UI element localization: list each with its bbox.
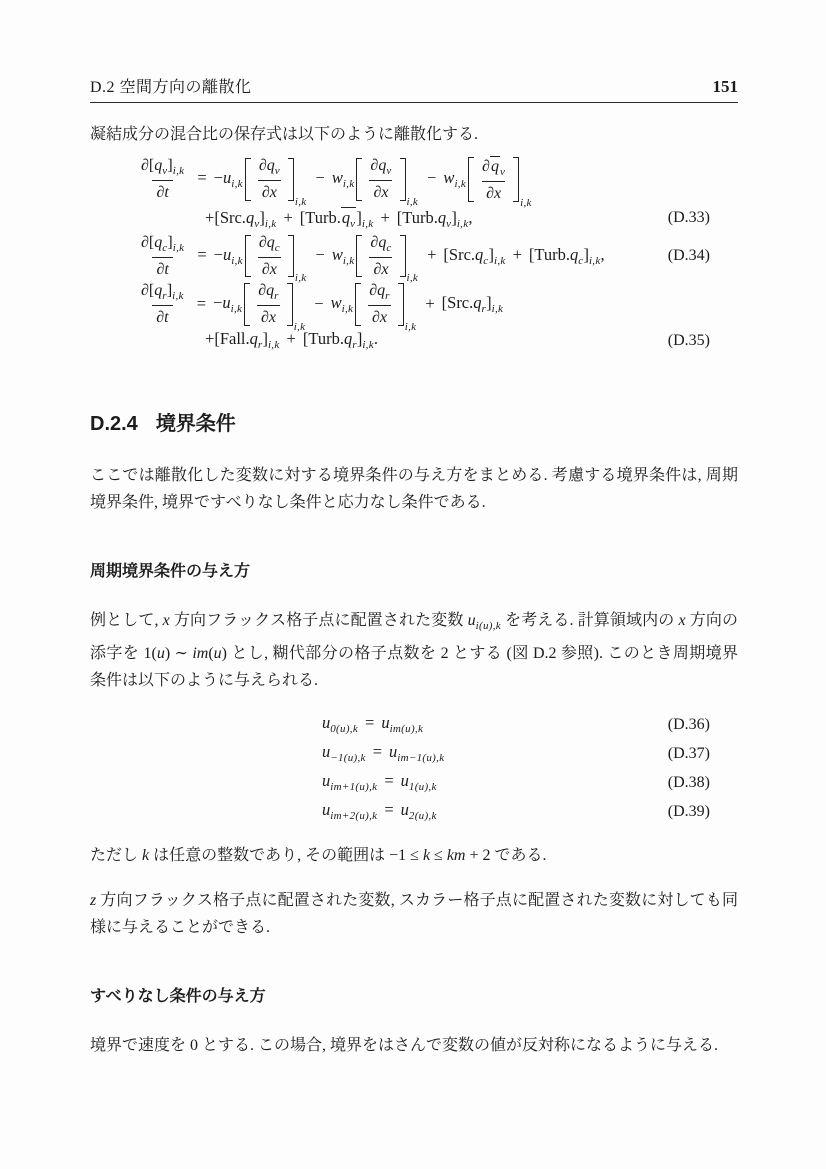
math-operator: = [384,799,394,819]
math-variable: q [245,207,255,227]
math-variable: q [249,329,258,349]
math-variable: x [381,184,389,202]
math-fraction [366,234,395,279]
math-subscript: v [499,166,506,178]
math-variable: u [389,741,398,761]
fraction-denominator [152,180,172,202]
periodic-paragraph [90,607,738,694]
math-roman: [ [443,244,449,264]
math-subscript: i,k [491,303,504,316]
math-variable: q [378,157,387,174]
boundary-paragraph: ここでは離散化した変数に対する境界条件の与え方をまとめる. 考慮する境界条件は, 周期境界条件, 境界ですべりなし条件と応力なし条件である. [90,467,738,512]
math-roman: ] [167,157,173,174]
equation-number: (D.34) [667,247,710,265]
fraction-denominator [369,180,392,202]
equation-tokens [135,233,605,285]
math-roman: [ [528,244,535,264]
math-operator: = [384,770,394,790]
fraction-numerator [255,234,284,257]
math-subscript: i,k [264,217,277,230]
bracket-content [474,156,513,203]
math-subscript: r [481,303,487,316]
equation-tokens [322,770,437,793]
math-variable: w [331,168,343,188]
math-variable: x [268,309,276,327]
math-variable: k [142,847,150,865]
math-variable: x [162,612,170,630]
math-variable: x [381,260,389,278]
math-variable: q [154,233,163,251]
math-variable: u [381,712,390,732]
math-subscript: v [274,165,280,177]
running-header [90,74,738,103]
math-subscript: 1(u),k [408,780,437,793]
equation-tokens [322,712,424,735]
math-roman: − [213,168,223,188]
right-bracket [287,283,293,326]
math-subscript: c [386,241,392,254]
math-roman: ∂ [141,157,149,174]
math-overline [490,156,500,175]
math-subscript: c [578,254,584,267]
fraction-numerator [255,157,284,180]
fraction-denominator [152,305,172,327]
math-variable: x [269,260,277,278]
math-variable: u [322,712,331,732]
math-variable: u [400,799,409,819]
math-variable: q [378,233,387,251]
noslip-paragraph: 境界で速度を 0 とする. この場合, 境界をはさんで変数の値が反対称になるように与える. [90,1037,719,1055]
math-roman: ∂ [156,260,165,278]
equation-row [90,282,738,334]
math-roman: , [600,244,605,264]
math-subscript: i,k [231,254,243,267]
math-subscript: im+1(u),k [330,780,378,793]
equation-row [90,331,738,351]
math-roman: ∂ [486,185,494,203]
math-variable: w [331,244,343,264]
math-variable: u [222,244,232,264]
equation-row [90,156,738,209]
math-operator: = [197,168,207,188]
math-variable: z [90,892,97,910]
fraction-numerator [366,157,395,180]
equation-number: (D.37) [667,744,710,762]
math-operator: = [197,244,207,264]
math-roman: ] [451,207,457,227]
math-roman: ∂ [373,260,382,278]
math-subscript: i,k [342,178,355,191]
text-run: ) とし, 糊代部分の格子点数を 2 とする (図 D.2 参照). このとき周期境界条件は以下のように与えられる. [90,645,739,690]
right-bracket [398,283,404,326]
subsection-heading-noslip: すべりなし条件の与え方 [90,988,266,1006]
math-roman: ] [166,282,173,300]
math-fraction [255,157,284,202]
math-roman: , [468,207,473,227]
math-variable: q [154,282,163,300]
math-roman: ∂ [258,282,267,300]
fraction-numerator [137,234,188,257]
math-bracket-group [244,282,306,334]
math-roman: ∂ [261,184,270,202]
section-heading [90,407,738,436]
math-fraction [137,234,188,279]
math-variable: km [446,847,466,865]
math-subscript: i,k [230,303,243,316]
math-roman: ∂ [258,233,267,251]
math-subscript: i,k [172,165,185,177]
equation-number: (D.39) [667,802,710,820]
math-operator: + [286,329,296,349]
text-run: ≤ [430,847,447,865]
bracket-content [362,157,399,202]
math-roman: Turb. [308,329,344,349]
math-variable: q [473,293,482,313]
text-run: ただし [90,847,143,865]
text-run: は任意の整数であり, その範囲は −1 ≤ [149,847,423,865]
fraction-denominator [482,181,505,203]
bracket-subscript: i,k [406,195,419,208]
math-variable: u [322,741,331,761]
math-operator: + [425,293,435,313]
bracket-content [251,157,288,202]
fraction-denominator [369,257,392,279]
fraction-numerator [366,234,395,257]
math-roman: Turb. [402,207,438,227]
right-bracket [400,158,406,201]
math-bracket-group [356,157,419,208]
math-subscript: i,k [267,339,280,352]
math-roman: [ [441,293,448,313]
math-bracket-group [245,157,307,208]
math-roman: ∂ [370,233,379,251]
math-variable: u [222,293,231,313]
math-roman: ∂ [371,309,380,327]
bracket-content [362,234,399,279]
math-roman: ∂ [156,184,165,202]
math-subscript: v [446,217,452,230]
math-roman: [ [299,207,306,227]
math-subscript: 0(u),k [330,722,359,735]
math-variable: t [164,184,169,202]
math-operator: + [380,207,390,227]
math-subscript: r [257,339,263,352]
math-variable: q [154,157,163,174]
math-variable: q [570,244,579,264]
math-operator: − [427,168,437,188]
equation-row [90,710,738,739]
bracket-subscript: i,k [406,272,419,285]
math-variable: w [443,168,455,188]
running-header-title: D.2 空間方向の離散化 [90,79,252,96]
math-variable: x [493,185,502,203]
math-subscript: c [483,254,489,267]
math-variable: q [437,207,447,227]
math-roman: [ [396,207,403,227]
math-roman: + [205,329,215,349]
math-variable: x [269,184,277,202]
math-roman: [ [214,329,220,349]
math-roman: [ [148,233,155,251]
math-variable: u [222,168,232,188]
bracket-subscript: i,k [293,321,306,334]
math-subscript: −1(u),k [330,751,366,764]
math-variable: q [490,158,499,175]
text-run: 例として, [90,612,163,630]
math-roman: ∂ [261,260,270,278]
math-roman: . [373,329,379,349]
math-roman: ∂ [260,309,269,327]
equation-number: (D.33) [667,209,710,227]
math-subscript: i,k [454,178,467,191]
math-variable: t [164,260,169,278]
bracket-subscript: i,k [294,195,307,208]
intro-paragraph: 凝結成分の混合比の保存式は以下のように離散化する. [90,126,479,143]
math-variable: u [156,645,165,663]
text-run: を考える. 計算領域内の [500,612,679,630]
fraction-numerator [254,282,283,305]
bracket-subscript: i,k [404,321,417,334]
math-bracket-group [468,156,532,209]
fraction-denominator [258,257,281,279]
math-roman: ] [488,244,494,264]
math-roman: ∂ [156,309,165,327]
math-subscript: i(u),k [475,620,501,633]
text-run: ) ∼ [164,645,193,663]
math-subscript: i,k [361,217,374,230]
fraction-denominator [152,257,172,279]
right-bracket [513,157,519,202]
math-fraction [478,156,509,203]
math-subscript: i,k [342,254,355,267]
equation-row [90,207,738,230]
fraction-denominator [258,180,281,202]
math-fraction [255,234,284,279]
math-roman: ] [262,329,268,349]
math-roman: + [205,207,215,227]
bracket-subscript: i,k [294,272,307,285]
fraction-denominator [257,305,280,327]
math-subscript: r [274,290,279,303]
math-roman: ∂ [141,233,149,251]
math-roman: [ [214,207,220,227]
math-bracket-group [355,282,417,334]
math-roman: ∂ [370,157,379,174]
math-operator: − [315,244,325,264]
page-number: 151 [712,77,738,96]
math-bracket-group [245,233,307,285]
section-title: 境界条件 [155,413,236,436]
math-subscript: i,k [588,254,601,267]
math-subscript: i,k [172,241,185,254]
equation-tokens [135,156,534,209]
bracket-subscript: i,k [520,196,532,209]
math-subscript: r [162,290,167,303]
math-operator: = [196,293,207,313]
math-roman: Src. [448,244,476,264]
k-range-paragraph [90,842,738,869]
math-subscript: i,k [341,303,354,316]
math-variable: w [330,293,342,313]
math-variable: t [164,309,169,327]
math-subscript: r [385,290,390,303]
math-operator: + [283,207,293,227]
math-subscript: im−1(u),k [397,751,445,764]
math-roman: ] [167,233,173,251]
equation-tokens [322,741,445,764]
math-roman: ] [356,207,362,227]
bracket-content [251,234,288,279]
math-fraction [365,282,394,327]
math-roman: ] [259,207,265,227]
math-roman: − [213,244,223,264]
math-fraction [137,157,188,202]
math-variable: q [377,282,386,300]
math-roman: Fall. [219,329,250,349]
math-operator: − [314,293,324,313]
equation-tokens [322,799,437,822]
math-subscript: v [386,165,392,177]
text-run: ( [208,645,214,663]
math-variable: u [400,770,409,790]
math-roman: ] [486,293,492,313]
math-roman: ] [583,244,589,264]
math-roman: ∂ [373,184,382,202]
math-subscript: v [162,165,168,177]
math-operator: − [315,168,325,188]
math-subscript: i,k [456,217,469,230]
math-roman: Turb. [534,244,571,264]
text-run: 方向フラックス格子点に配置された変数 [169,612,468,630]
math-variable: x [379,309,387,327]
math-subscript: im(u),k [389,722,424,735]
fraction-numerator [137,282,188,305]
math-roman: ∂ [482,158,490,175]
bracket-content [361,282,398,327]
math-variable: q [266,282,275,300]
math-variable: q [475,244,484,264]
math-variable: q [341,207,351,227]
math-roman: [ [148,282,155,300]
math-subscript: 2(u),k [408,809,437,822]
equation-row [90,768,738,797]
math-fraction [254,282,283,327]
text-run: 方向の添字を 1( [90,612,738,663]
math-operator: = [365,712,375,732]
equation-tokens [205,331,378,351]
math-variable: q [343,329,353,349]
bracket-content [250,282,287,327]
math-subscript: i,k [493,254,506,267]
right-bracket [400,235,406,278]
math-subscript: c [274,241,280,254]
fraction-numerator [365,282,394,305]
math-roman: ∂ [141,282,149,300]
math-subscript: v [350,217,356,230]
z-direction-paragraph [90,887,738,941]
section-number: D.2.4 [90,413,138,436]
math-variable: u [213,645,222,663]
math-variable: u [322,770,331,790]
equation-row [90,797,738,826]
math-subscript: i,k [231,178,243,191]
math-overline [341,207,356,230]
math-bracket-group [356,233,419,285]
math-variable: im [192,645,209,663]
math-roman: [ [302,329,309,349]
equation-number: (D.35) [667,332,710,350]
math-roman: − [213,293,223,313]
math-subscript: r [352,339,357,352]
fraction-denominator [368,305,391,327]
math-roman: ∂ [369,282,378,300]
math-subscript: c [162,241,168,254]
equation-number: (D.36) [667,715,710,733]
equation-row [90,233,738,285]
math-fraction [137,282,188,327]
math-subscript: im+2(u),k [330,809,378,822]
math-operator: + [427,244,437,264]
math-roman: ∂ [258,157,267,174]
math-subscript: v [254,217,260,230]
math-operator: + [512,244,522,264]
math-roman: Turb. [305,207,341,227]
text-run: + 2 である. [465,847,547,865]
text-run: 方向フラックス格子点に配置された変数, スカラー格子点に配置された変数に対しても同様に与えることができる. [90,892,738,937]
equation-tokens [135,282,504,334]
math-operator: = [372,741,383,761]
math-roman: [ [148,157,155,174]
math-roman: ] [356,329,363,349]
equation-block-periodic-bc [90,710,738,826]
math-variable: x [678,612,686,630]
math-roman: Src. [219,207,246,227]
equation-tokens [205,207,473,230]
equation-row [90,739,738,768]
math-variable: q [266,157,275,174]
math-variable: u [467,612,476,630]
math-variable: u [322,799,331,819]
math-subscript: i,k [362,339,374,352]
equation-number: (D.38) [667,773,710,791]
math-variable: k [422,847,431,865]
fraction-numerator [478,156,509,181]
equation-block-conservation [90,156,738,351]
right-bracket [288,158,294,201]
subsection-heading-periodic: 周期境界条件の与え方 [90,563,251,581]
math-fraction [366,157,395,202]
math-subscript: i,k [172,290,184,303]
math-roman: Src. [447,293,474,313]
fraction-numerator [137,157,188,180]
math-variable: q [266,233,275,251]
right-bracket [288,235,294,278]
